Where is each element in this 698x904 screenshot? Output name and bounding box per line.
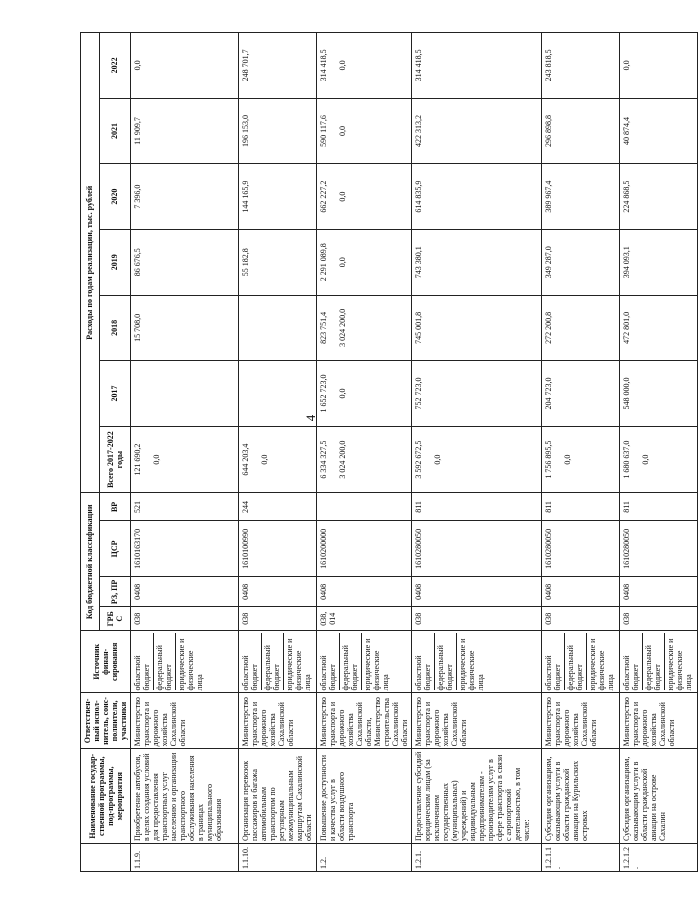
value-cell [582, 35, 601, 96]
value-year [412, 229, 542, 295]
value-cell [357, 429, 376, 491]
row-name: Предоставление субсидий юридическим лицам (за исключением государственных (муниципальных) учреждений) и индивидуальным предпринимателям - производителям услуг в сфере транспорта в связи с аэропортовой деятельностью, в том числе: [412, 749, 542, 844]
rotated-table-container [80, 32, 693, 872]
value-cell [452, 429, 471, 491]
row-sources [542, 631, 620, 693]
value-year [412, 164, 542, 230]
value-cell: 0,0 [133, 60, 142, 71]
value-cell [357, 363, 376, 424]
source-item: федеральный бюджет [566, 633, 587, 690]
value-cell [660, 35, 679, 96]
value-cell [241, 363, 260, 424]
row-name: Повышение доступности и качества услуг в области воздушного транспорта [317, 749, 412, 844]
row-vr [317, 493, 412, 521]
header-year-2020: 2020 [99, 164, 130, 230]
value-cell [433, 232, 452, 293]
value-cell [152, 298, 171, 359]
value-cell [433, 166, 452, 227]
value-cell: 1 652 723,0 [319, 374, 328, 413]
value-cell [279, 232, 298, 293]
row-rzpr: 0408 [542, 577, 620, 607]
value-cell: 0,0 [152, 454, 161, 465]
row-number: 1.2.1. [412, 844, 542, 872]
value-year [542, 229, 620, 295]
value-cell [433, 363, 452, 424]
source-item: федеральный бюджет [644, 633, 665, 690]
value-cell [433, 101, 452, 162]
value-total [542, 426, 620, 493]
value-cell [641, 298, 660, 359]
value-cell: 0,0 [338, 126, 347, 137]
value-cell: 0,0 [433, 454, 442, 465]
header-grbs: ГРБС [99, 607, 130, 631]
value-cell [660, 363, 679, 424]
row-grbs: 038 [542, 607, 620, 631]
value-year [620, 361, 698, 427]
source-item: федеральный бюджет [341, 633, 362, 690]
row-name: Организация перевозок пассажиров и багажа автомобильным транспортом по регулярным межмуниципальным маршрутам Сахалинской области [239, 749, 317, 844]
value-cell [241, 298, 260, 359]
value-cell [171, 429, 190, 491]
value-year [239, 164, 317, 230]
value-cell [563, 298, 582, 359]
value-year [317, 295, 412, 361]
value-cell [660, 298, 679, 359]
header-expenses: Расходы по годам реализации, тыс. рублей [81, 33, 100, 493]
value-year [317, 164, 412, 230]
value-cell: 314 418,5 [319, 49, 328, 82]
value-cell [279, 298, 298, 359]
value-cell: 0,0 [338, 257, 347, 268]
value-cell: 823 751,4 [319, 311, 328, 344]
value-year [620, 295, 698, 361]
value-year [131, 229, 239, 295]
table-row [542, 33, 620, 872]
value-year [239, 98, 317, 164]
source-item: юридические и физические лица [666, 638, 693, 691]
value-cell [133, 363, 152, 424]
row-sources [620, 631, 698, 693]
table-row [131, 33, 239, 872]
row-name: Субсидия организациям, оказывающим услуги в области гражданской авиации на Курильских островах [542, 749, 620, 844]
value-cell [582, 363, 601, 424]
row-responsible: Министерство транспорта и дорожного хозяйства Сахалинской области, Министерство строительства Сахалинской области [317, 693, 412, 749]
value-year [317, 361, 412, 427]
value-cell [582, 298, 601, 359]
source-item: областной бюджет [241, 633, 262, 690]
value-cell: 1 680 637,0 [622, 440, 631, 479]
row-rzpr: 0408 [239, 577, 317, 607]
value-year [620, 164, 698, 230]
value-cell [660, 101, 679, 162]
row-vr: 811 [620, 493, 698, 521]
source-item: областной бюджет [414, 633, 435, 690]
value-cell: 1 756 895,5 [544, 440, 553, 479]
value-cell: 144 165,9 [241, 180, 250, 213]
value-cell: 662 227,2 [319, 180, 328, 213]
source-item: областной бюджет [133, 633, 154, 690]
table-body [131, 33, 698, 872]
value-cell: 272 200,8 [544, 311, 553, 344]
value-year [239, 295, 317, 361]
value-year [131, 33, 239, 99]
value-cell: 40 874,4 [622, 117, 631, 146]
value-cell: 243 818,5 [544, 49, 553, 82]
row-responsible: Министерство транспорта и дорожного хозяйства Сахалинской области [131, 693, 239, 749]
header-year-2017: 2017 [99, 361, 130, 427]
value-cell [357, 232, 376, 293]
row-csr: 1610280050 [412, 521, 542, 577]
value-cell: 7 396,0 [133, 184, 142, 209]
row-sources [412, 631, 542, 693]
value-cell [357, 101, 376, 162]
value-cell [452, 166, 471, 227]
source-item: юридические и физические лица [458, 638, 485, 691]
row-number: 1.1.9. [131, 844, 239, 872]
value-cell [260, 35, 279, 96]
value-year [317, 98, 412, 164]
value-cell: 614 835,9 [414, 180, 423, 213]
value-cell [641, 101, 660, 162]
row-csr: 1610280050 [542, 521, 620, 577]
value-cell: 224 868,5 [622, 180, 631, 213]
row-number: 1.2.1.1. [542, 844, 620, 872]
value-cell: 248 701,7 [241, 49, 250, 82]
value-year [412, 33, 542, 99]
value-cell [260, 166, 279, 227]
value-cell: 752 723,0 [414, 377, 423, 410]
row-csr: 1610163170 [131, 521, 239, 577]
value-cell [452, 232, 471, 293]
value-cell [660, 166, 679, 227]
value-cell: 15 708,0 [133, 313, 142, 342]
row-name: Приобретение автобусов, в целях создания условий для предоставления транспортных услуг населению и организации транспортного обслуживания населения в границах муниципального образования [131, 749, 239, 844]
value-year [412, 98, 542, 164]
row-number: 1.2. [317, 844, 412, 872]
value-cell [152, 35, 171, 96]
value-cell: 0,0 [260, 454, 269, 465]
value-cell: 0,0 [338, 60, 347, 71]
table-row [412, 33, 542, 872]
header-year-2022: 2022 [99, 33, 130, 99]
value-total [131, 426, 239, 493]
header-rzpr: РЗ, ПР [99, 577, 130, 607]
value-cell [582, 232, 601, 293]
value-year [239, 33, 317, 99]
value-cell: 3 024 200,0 [338, 440, 347, 479]
header-vr: ВР [99, 493, 130, 521]
row-responsible: Министерство транспорта и дорожного хозяйства Сахалинской области [239, 693, 317, 749]
row-name: Субсидия организациям, оказывающим услуги в области гражданской авиации на острове Сахалин [620, 749, 698, 844]
value-year [542, 295, 620, 361]
value-year [239, 229, 317, 295]
value-cell: 743 380,1 [414, 246, 423, 279]
value-cell [452, 35, 471, 96]
row-vr: 521 [131, 493, 239, 521]
value-cell [660, 232, 679, 293]
row-responsible: Министерство транспорта и дорожного хозяйства Сахалинской области [620, 693, 698, 749]
value-year [131, 164, 239, 230]
source-item: федеральный бюджет [436, 633, 457, 690]
row-vr: 811 [542, 493, 620, 521]
value-cell [357, 166, 376, 227]
value-year [412, 295, 542, 361]
row-grbs: 038 [239, 607, 317, 631]
row-csr: 1610280050 [620, 521, 698, 577]
value-cell: 745 001,8 [414, 311, 423, 344]
header-year-2018: 2018 [99, 295, 130, 361]
value-year [317, 229, 412, 295]
value-cell [582, 101, 601, 162]
value-cell [563, 232, 582, 293]
value-year [412, 361, 542, 427]
source-item: областной бюджет [622, 633, 643, 690]
table-row [239, 33, 317, 872]
row-rzpr: 0408 [412, 577, 542, 607]
value-year [620, 33, 698, 99]
value-total [412, 426, 542, 493]
value-cell: 394 093,1 [622, 246, 631, 279]
value-cell [582, 166, 601, 227]
source-item: юридические и физические лица [177, 638, 204, 691]
value-cell: 11 909,7 [133, 117, 142, 145]
row-number: 1.2.1.2. [620, 844, 698, 872]
row-grbs: 038 [620, 607, 698, 631]
row-responsible: Министерство транспорта и дорожного хозяйства Сахалинской области [542, 693, 620, 749]
table-row [317, 33, 412, 872]
value-cell: 55 182,8 [241, 248, 250, 277]
value-cell [641, 363, 660, 424]
value-cell: 314 418,5 [414, 49, 423, 82]
header-csr: ЦСР [99, 521, 130, 577]
value-cell [171, 363, 190, 424]
value-cell: 349 287,0 [544, 246, 553, 279]
value-cell [279, 363, 298, 424]
value-cell [152, 101, 171, 162]
value-year [317, 33, 412, 99]
row-csr: 1610100990 [239, 521, 317, 577]
value-year [620, 229, 698, 295]
value-cell [279, 35, 298, 96]
row-number: 1.1.10. [239, 844, 317, 872]
value-cell [452, 298, 471, 359]
row-vr: 244 [239, 493, 317, 521]
row-sources [317, 631, 412, 693]
value-total [620, 426, 698, 493]
value-cell [563, 101, 582, 162]
value-cell: 0,0 [622, 60, 631, 71]
header-source: Источник финан-сирования [81, 631, 131, 693]
header-year-2019: 2019 [99, 229, 130, 295]
table-row [620, 33, 698, 872]
value-cell [582, 429, 601, 491]
value-cell [563, 166, 582, 227]
value-cell: 0,0 [338, 388, 347, 399]
value-cell [357, 35, 376, 96]
value-cell [171, 35, 190, 96]
page-number: 4 [303, 414, 318, 422]
value-cell [660, 429, 679, 491]
value-cell: 196 153,0 [241, 115, 250, 148]
row-sources [131, 631, 239, 693]
row-rzpr: 0408 [131, 577, 239, 607]
value-cell [279, 166, 298, 227]
value-cell [152, 363, 171, 424]
row-sources [239, 631, 317, 693]
value-cell [171, 166, 190, 227]
row-rzpr: 0408 [317, 577, 412, 607]
header-responsible: Ответствен-ный испол-нитель, соис-полнители, участники [81, 693, 131, 749]
value-year [542, 98, 620, 164]
source-item: юридические и физические лица [363, 638, 390, 691]
value-cell [171, 232, 190, 293]
value-year [239, 361, 317, 427]
value-cell [260, 101, 279, 162]
value-cell [563, 35, 582, 96]
value-cell [641, 166, 660, 227]
value-cell: 644 203,4 [241, 443, 250, 476]
value-cell: 2 291 089,8 [319, 243, 328, 282]
value-cell: 0,0 [338, 191, 347, 202]
value-cell: 3 592 672,5 [414, 440, 423, 479]
value-cell [171, 101, 190, 162]
value-cell: 6 334 327,5 [319, 440, 328, 479]
value-total [317, 426, 412, 493]
value-cell [279, 429, 298, 491]
header-budget-code: Код бюджетной классификации [81, 493, 100, 631]
value-cell [563, 363, 582, 424]
value-year [542, 361, 620, 427]
value-cell [452, 101, 471, 162]
row-csr: 1610200000 [317, 521, 412, 577]
source-item: федеральный бюджет [263, 633, 284, 690]
row-grbs: 038 [131, 607, 239, 631]
value-total [239, 426, 317, 493]
value-cell [152, 166, 171, 227]
row-grbs: 038 [412, 607, 542, 631]
value-cell [171, 298, 190, 359]
value-year [131, 98, 239, 164]
value-cell [433, 35, 452, 96]
header-name: Наименование государ-ственной программы, под-программы, мероприятия [81, 749, 131, 844]
header-row-1 [81, 33, 100, 872]
value-cell: 0,0 [563, 454, 572, 465]
value-cell [279, 101, 298, 162]
source-item: юридические и физические лица [588, 638, 615, 691]
source-item: областной бюджет [319, 633, 340, 690]
value-cell: 296 898,8 [544, 115, 553, 148]
value-cell: 121 690,2 [133, 443, 142, 476]
expenses-table [80, 32, 698, 872]
value-cell: 3 024 200,0 [338, 308, 347, 347]
value-year [131, 361, 239, 427]
row-grbs: 038, 014 [317, 607, 412, 631]
value-cell [641, 232, 660, 293]
value-cell [260, 363, 279, 424]
row-rzpr: 0408 [620, 577, 698, 607]
value-cell [452, 363, 471, 424]
source-item: юридические и физические лица [285, 638, 312, 691]
value-cell: 548 000,0 [622, 377, 631, 410]
value-cell [357, 298, 376, 359]
value-cell: 590 117,6 [319, 115, 328, 147]
value-cell: 422 313,2 [414, 115, 423, 148]
value-cell [641, 35, 660, 96]
row-responsible: Министерство транспорта и дорожного хозяйства Сахалинской области [412, 693, 542, 749]
value-cell: 204 723,0 [544, 377, 553, 410]
source-item: областной бюджет [544, 633, 565, 690]
value-cell: 86 676,5 [133, 248, 142, 277]
source-item: федеральный бюджет [155, 633, 176, 690]
value-cell [152, 232, 171, 293]
row-vr: 811 [412, 493, 542, 521]
value-cell: 389 967,4 [544, 180, 553, 213]
value-year [131, 295, 239, 361]
value-cell: 0,0 [641, 454, 650, 465]
header-num-cell [81, 844, 131, 872]
value-cell [433, 298, 452, 359]
value-cell [260, 298, 279, 359]
header-year-2021: 2021 [99, 98, 130, 164]
value-cell: 472 801,0 [622, 311, 631, 344]
value-year [542, 164, 620, 230]
value-year [542, 33, 620, 99]
value-year [620, 98, 698, 164]
value-cell [260, 232, 279, 293]
header-total: Всего 2017-2022 годы [99, 426, 130, 493]
